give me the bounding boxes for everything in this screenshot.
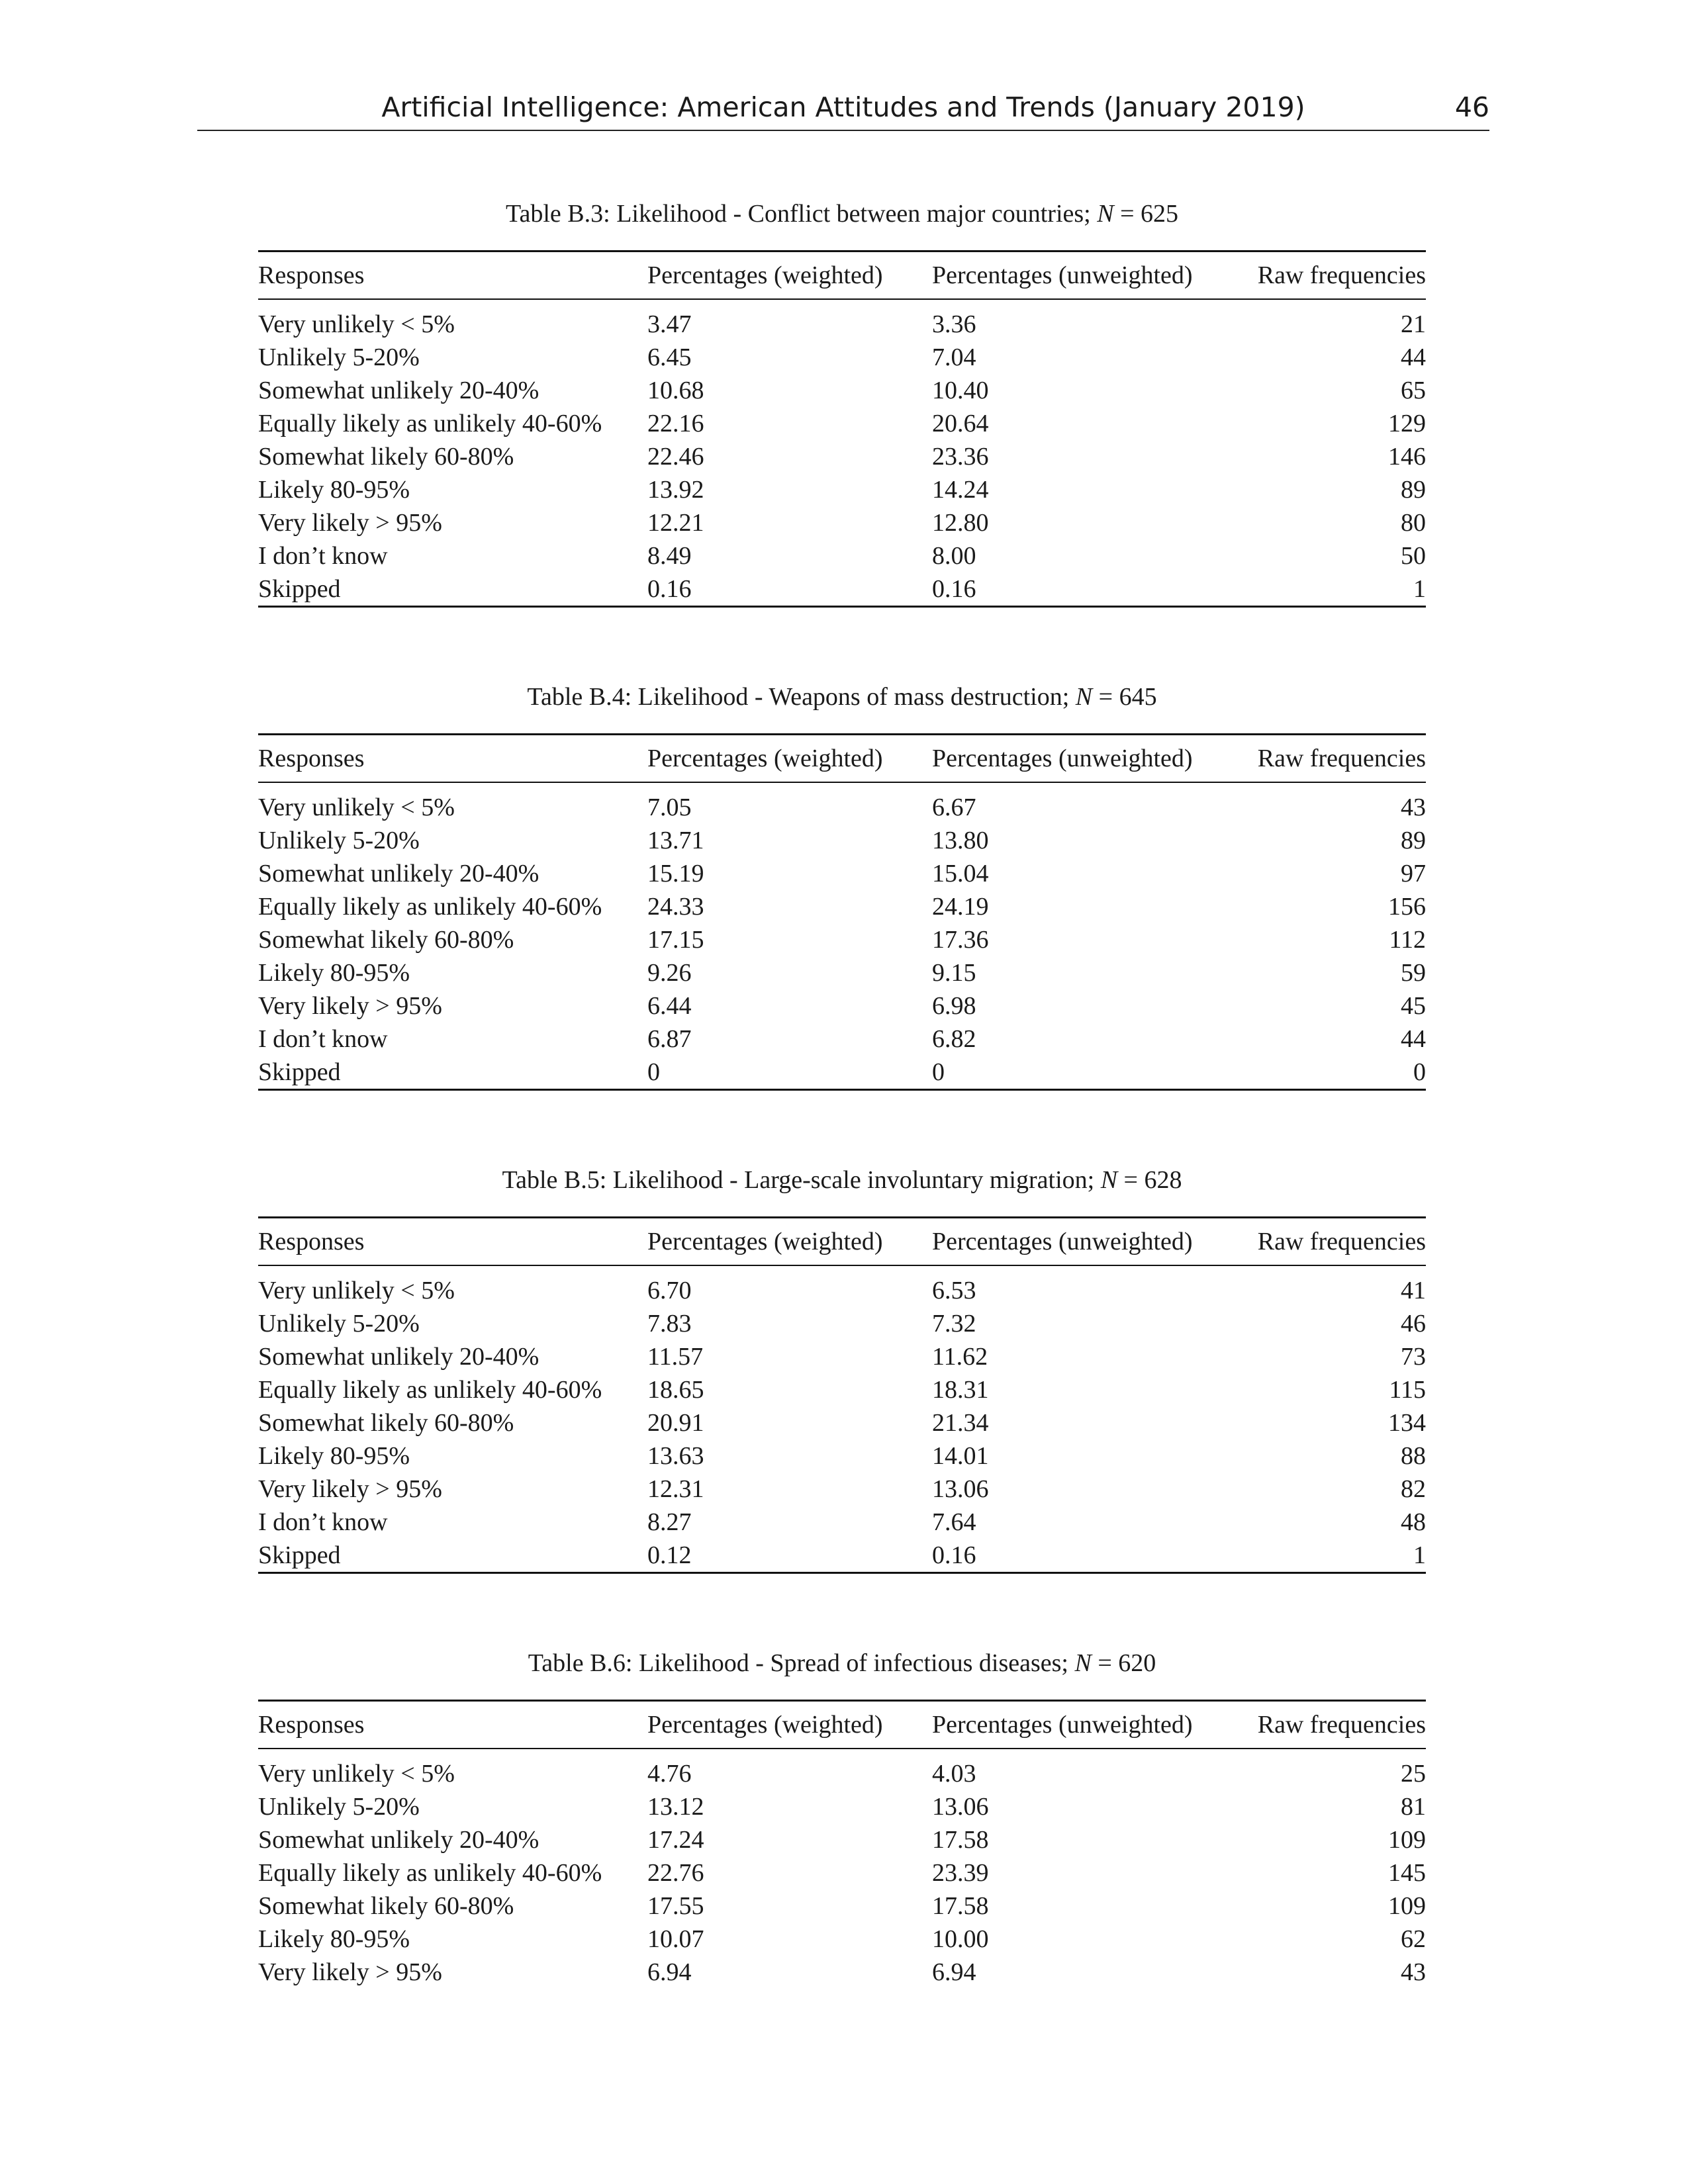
document-title: Artificial Intelligence: American Attitudes and Trends (January 2019) <box>381 91 1305 123</box>
unweighted-cell: 14.01 <box>932 1442 989 1470</box>
col-raw: Raw frequencies <box>1257 745 1426 772</box>
unweighted-cell: 3.36 <box>932 310 976 338</box>
n-value: = 628 <box>1117 1166 1182 1194</box>
response-cell: Somewhat unlikely 20-40% <box>258 1826 539 1854</box>
col-unweighted: Percentages (unweighted) <box>932 261 1193 289</box>
col-responses: Responses <box>258 1711 365 1739</box>
response-cell: Somewhat likely 60-80% <box>258 443 514 471</box>
data-table <box>258 250 1426 608</box>
col-weighted: Percentages (weighted) <box>647 1228 883 1255</box>
header-row <box>258 251 1426 300</box>
weighted-cell: 3.47 <box>647 310 692 338</box>
raw-frequency-cell: 45 <box>1401 992 1426 1020</box>
weighted-cell: 6.94 <box>647 1958 692 1986</box>
raw-frequency-cell: 89 <box>1401 476 1426 504</box>
unweighted-cell: 8.00 <box>932 542 976 570</box>
table-row <box>258 890 1426 923</box>
unweighted-cell: 6.53 <box>932 1277 976 1304</box>
raw-frequency-cell: 88 <box>1401 1442 1426 1470</box>
unweighted-cell: 13.80 <box>932 827 989 854</box>
table-row <box>258 374 1426 407</box>
response-cell: Equally likely as unlikely 40-60% <box>258 1859 602 1887</box>
weighted-cell: 20.91 <box>647 1409 704 1437</box>
unweighted-cell: 10.00 <box>932 1925 989 1953</box>
table-row <box>258 1023 1426 1056</box>
raw-frequency-cell: 43 <box>1401 1958 1426 1986</box>
table-row <box>258 782 1426 824</box>
response-cell: Unlikely 5-20% <box>258 343 420 371</box>
n-symbol: N <box>1100 1166 1118 1194</box>
weighted-cell: 17.55 <box>647 1892 704 1920</box>
weighted-cell: 11.57 <box>647 1343 704 1371</box>
response-cell: Unlikely 5-20% <box>258 1310 420 1338</box>
unweighted-cell: 7.64 <box>932 1508 976 1536</box>
table-row <box>258 923 1426 956</box>
raw-frequency-cell: 73 <box>1401 1343 1426 1371</box>
weighted-cell: 7.83 <box>647 1310 692 1338</box>
unweighted-cell: 10.40 <box>932 377 989 404</box>
unweighted-cell: 23.39 <box>932 1859 989 1887</box>
caption-text: Table B.4: Likelihood - Weapons of mass destruction; <box>527 683 1070 711</box>
n-value: = 645 <box>1092 683 1157 711</box>
table-row <box>258 506 1426 539</box>
weighted-cell: 22.76 <box>647 1859 704 1887</box>
col-weighted: Percentages (weighted) <box>647 745 883 772</box>
data-table <box>258 1700 1426 1989</box>
raw-frequency-cell: 115 <box>1389 1376 1426 1404</box>
table-row <box>258 473 1426 506</box>
weighted-cell: 22.46 <box>647 443 704 471</box>
table-row <box>258 1340 1426 1373</box>
table-caption <box>258 1163 1426 1197</box>
weighted-cell: 13.92 <box>647 476 704 504</box>
unweighted-cell: 17.58 <box>932 1826 989 1854</box>
weighted-cell: 10.07 <box>647 1925 704 1953</box>
n-value: = 625 <box>1113 200 1179 228</box>
caption-text: Table B.3: Likelihood - Conflict between major countries; <box>505 200 1091 228</box>
col-responses: Responses <box>258 261 365 289</box>
raw-frequency-cell: 156 <box>1388 893 1426 921</box>
data-table <box>258 733 1426 1091</box>
raw-frequency-cell: 129 <box>1388 410 1426 437</box>
unweighted-cell: 15.04 <box>932 860 989 887</box>
response-cell: Likely 80-95% <box>258 1442 410 1470</box>
table-b3 <box>258 197 1426 608</box>
col-unweighted: Percentages (unweighted) <box>932 1711 1193 1739</box>
table-row <box>258 1856 1426 1889</box>
table-row <box>258 1923 1426 1956</box>
raw-frequency-cell: 89 <box>1401 827 1426 854</box>
table-caption <box>258 1647 1426 1680</box>
table-row <box>258 1889 1426 1923</box>
weighted-cell: 13.63 <box>647 1442 704 1470</box>
col-unweighted: Percentages (unweighted) <box>932 1228 1193 1255</box>
unweighted-cell: 12.80 <box>932 509 989 537</box>
table-row <box>258 539 1426 572</box>
table-body <box>258 1749 1426 1989</box>
unweighted-cell: 6.98 <box>932 992 976 1020</box>
weighted-cell: 22.16 <box>647 410 704 437</box>
weighted-cell: 18.65 <box>647 1376 704 1404</box>
table-row <box>258 1956 1426 1989</box>
weighted-cell: 6.70 <box>647 1277 692 1304</box>
weighted-cell: 12.21 <box>647 509 704 537</box>
unweighted-cell: 0 <box>932 1056 1244 1090</box>
col-weighted: Percentages (weighted) <box>647 261 883 289</box>
table-caption <box>258 680 1426 713</box>
table-b4 <box>258 680 1426 1091</box>
response-cell: Very unlikely < 5% <box>258 1760 455 1788</box>
col-raw: Raw frequencies <box>1257 1228 1426 1255</box>
unweighted-cell: 13.06 <box>932 1793 989 1821</box>
unweighted-cell: 24.19 <box>932 893 989 921</box>
table-row <box>258 440 1426 473</box>
table-body <box>258 299 1426 607</box>
raw-frequency-cell: 44 <box>1401 1025 1426 1053</box>
weighted-cell: 6.44 <box>647 992 692 1020</box>
weighted-cell: 0.12 <box>647 1539 932 1573</box>
response-cell: Skipped <box>258 572 647 607</box>
unweighted-cell: 7.32 <box>932 1310 976 1338</box>
unweighted-cell: 17.36 <box>932 926 989 954</box>
response-cell: I don’t know <box>258 542 388 570</box>
raw-frequency-cell: 81 <box>1401 1793 1426 1821</box>
response-cell: Equally likely as unlikely 40-60% <box>258 893 602 921</box>
weighted-cell: 8.49 <box>647 542 692 570</box>
table-row <box>258 824 1426 857</box>
weighted-cell: 4.76 <box>647 1760 692 1788</box>
response-cell: Somewhat likely 60-80% <box>258 1409 514 1437</box>
table-row <box>258 1823 1426 1856</box>
header-row <box>258 735 1426 783</box>
header-row <box>258 1218 1426 1266</box>
table-row <box>258 1790 1426 1823</box>
table-b6 <box>258 1647 1426 1989</box>
unweighted-cell: 23.36 <box>932 443 989 471</box>
col-weighted: Percentages (weighted) <box>647 1711 883 1739</box>
table-row <box>258 857 1426 890</box>
weighted-cell: 9.26 <box>647 959 692 987</box>
response-cell: I don’t know <box>258 1025 388 1053</box>
page-number: 46 <box>1454 91 1489 123</box>
unweighted-cell: 6.82 <box>932 1025 976 1053</box>
table-row <box>258 1307 1426 1340</box>
response-cell: Very unlikely < 5% <box>258 794 455 821</box>
weighted-cell: 10.68 <box>647 377 704 404</box>
response-cell: Somewhat likely 60-80% <box>258 926 514 954</box>
raw-frequency-cell: 59 <box>1401 959 1426 987</box>
unweighted-cell: 9.15 <box>932 959 976 987</box>
table-row <box>258 989 1426 1023</box>
unweighted-cell: 7.04 <box>932 343 976 371</box>
unweighted-cell: 0.16 <box>932 1539 1244 1573</box>
raw-frequency-cell: 46 <box>1401 1310 1426 1338</box>
weighted-cell: 0.16 <box>647 572 932 607</box>
raw-frequency-cell: 1 <box>1244 572 1426 607</box>
response-cell: Somewhat likely 60-80% <box>258 1892 514 1920</box>
table-caption <box>258 197 1426 230</box>
response-cell: Very unlikely < 5% <box>258 310 455 338</box>
raw-frequency-cell: 134 <box>1388 1409 1426 1437</box>
raw-frequency-cell: 44 <box>1401 343 1426 371</box>
table-row <box>258 1749 1426 1790</box>
n-symbol: N <box>1074 1649 1092 1677</box>
response-cell: Likely 80-95% <box>258 476 410 504</box>
raw-frequency-cell: 41 <box>1401 1277 1426 1304</box>
table-body <box>258 782 1426 1090</box>
table-row <box>258 1265 1426 1307</box>
raw-frequency-cell: 21 <box>1401 310 1426 338</box>
unweighted-cell: 6.67 <box>932 794 976 821</box>
unweighted-cell: 18.31 <box>932 1376 989 1404</box>
raw-frequency-cell: 48 <box>1401 1508 1426 1536</box>
response-cell: Very likely > 95% <box>258 509 442 537</box>
table-row <box>258 572 1426 607</box>
unweighted-cell: 4.03 <box>932 1760 976 1788</box>
table-row <box>258 341 1426 374</box>
unweighted-cell: 6.94 <box>932 1958 976 1986</box>
table-row <box>258 1373 1426 1406</box>
table-row <box>258 1539 1426 1573</box>
raw-frequency-cell: 80 <box>1401 509 1426 537</box>
unweighted-cell: 14.24 <box>932 476 989 504</box>
raw-frequency-cell: 146 <box>1388 443 1426 471</box>
response-cell: Likely 80-95% <box>258 959 410 987</box>
raw-frequency-cell: 1 <box>1244 1539 1426 1573</box>
col-responses: Responses <box>258 1228 365 1255</box>
raw-frequency-cell: 145 <box>1388 1859 1426 1887</box>
raw-frequency-cell: 97 <box>1401 860 1426 887</box>
unweighted-cell: 20.64 <box>932 410 989 437</box>
response-cell: Skipped <box>258 1056 647 1090</box>
unweighted-cell: 13.06 <box>932 1475 989 1503</box>
response-cell: Very likely > 95% <box>258 1475 442 1503</box>
table-body <box>258 1265 1426 1573</box>
raw-frequency-cell: 0 <box>1244 1056 1426 1090</box>
raw-frequency-cell: 43 <box>1401 794 1426 821</box>
caption-text: Table B.5: Likelihood - Large-scale involuntary migration; <box>502 1166 1095 1194</box>
response-cell: Very unlikely < 5% <box>258 1277 455 1304</box>
col-responses: Responses <box>258 745 365 772</box>
response-cell: Somewhat unlikely 20-40% <box>258 377 539 404</box>
response-cell: I don’t know <box>258 1508 388 1536</box>
n-value: = 620 <box>1091 1649 1156 1677</box>
weighted-cell: 6.45 <box>647 343 692 371</box>
weighted-cell: 24.33 <box>647 893 704 921</box>
weighted-cell: 13.71 <box>647 827 704 854</box>
weighted-cell: 8.27 <box>647 1508 692 1536</box>
table-row <box>258 1406 1426 1439</box>
col-raw: Raw frequencies <box>1257 261 1426 289</box>
raw-frequency-cell: 25 <box>1401 1760 1426 1788</box>
table-row <box>258 956 1426 989</box>
response-cell: Somewhat unlikely 20-40% <box>258 860 539 887</box>
weighted-cell: 15.19 <box>647 860 704 887</box>
data-table <box>258 1216 1426 1574</box>
table-row <box>258 1506 1426 1539</box>
weighted-cell: 7.05 <box>647 794 692 821</box>
response-cell: Very likely > 95% <box>258 992 442 1020</box>
raw-frequency-cell: 109 <box>1388 1892 1426 1920</box>
response-cell: Equally likely as unlikely 40-60% <box>258 410 602 437</box>
weighted-cell: 13.12 <box>647 1793 704 1821</box>
table-b5 <box>258 1163 1426 1574</box>
response-cell: Very likely > 95% <box>258 1958 442 1986</box>
unweighted-cell: 11.62 <box>932 1343 988 1371</box>
raw-frequency-cell: 109 <box>1388 1826 1426 1854</box>
table-row <box>258 1439 1426 1473</box>
weighted-cell: 0 <box>647 1056 932 1090</box>
response-cell: Unlikely 5-20% <box>258 827 420 854</box>
header-row <box>258 1701 1426 1749</box>
weighted-cell: 12.31 <box>647 1475 704 1503</box>
weighted-cell: 17.24 <box>647 1826 704 1854</box>
response-cell: Equally likely as unlikely 40-60% <box>258 1376 602 1404</box>
caption-text: Table B.6: Likelihood - Spread of infectious diseases; <box>528 1649 1068 1677</box>
raw-frequency-cell: 50 <box>1401 542 1426 570</box>
n-symbol: N <box>1075 683 1093 711</box>
n-symbol: N <box>1097 200 1114 228</box>
table-row <box>258 1473 1426 1506</box>
table-row <box>258 299 1426 341</box>
response-cell: Unlikely 5-20% <box>258 1793 420 1821</box>
raw-frequency-cell: 65 <box>1401 377 1426 404</box>
col-raw: Raw frequencies <box>1257 1711 1426 1739</box>
weighted-cell: 17.15 <box>647 926 704 954</box>
response-cell: Likely 80-95% <box>258 1925 410 1953</box>
raw-frequency-cell: 112 <box>1389 926 1426 954</box>
col-unweighted: Percentages (unweighted) <box>932 745 1193 772</box>
unweighted-cell: 0.16 <box>932 572 1244 607</box>
table-row <box>258 1056 1426 1090</box>
running-header <box>197 87 1489 131</box>
response-cell: Somewhat unlikely 20-40% <box>258 1343 539 1371</box>
unweighted-cell: 21.34 <box>932 1409 989 1437</box>
table-row <box>258 407 1426 440</box>
raw-frequency-cell: 82 <box>1401 1475 1426 1503</box>
weighted-cell: 6.87 <box>647 1025 692 1053</box>
response-cell: Skipped <box>258 1539 647 1573</box>
raw-frequency-cell: 62 <box>1401 1925 1426 1953</box>
unweighted-cell: 17.58 <box>932 1892 989 1920</box>
